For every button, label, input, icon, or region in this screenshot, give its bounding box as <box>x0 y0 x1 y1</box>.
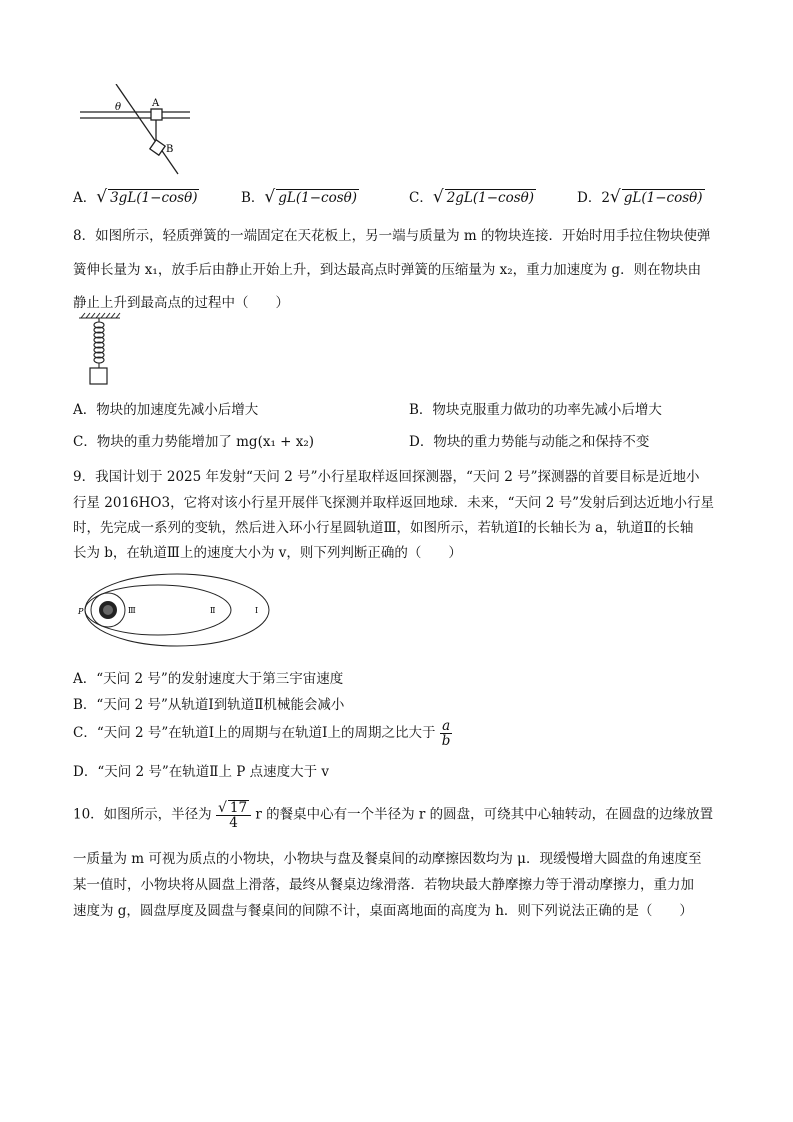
asteroid-highlight <box>103 605 113 615</box>
q7-option-a-expr: 3gL(1−cosθ) <box>110 190 198 206</box>
q8-option-d[interactable]: D．物块的重力势能与动能之和保持不变 <box>409 434 650 450</box>
q9-option-c[interactable] <box>73 719 452 748</box>
q7-option-c[interactable]: C．√ 2gL(1−cosθ) <box>409 187 535 207</box>
q8-option-c[interactable]: C．物块的重力势能增加了 mg(x₁ + x₂) <box>73 434 315 450</box>
q10-text-line-2: 一质量为 m 可视为质点的小物块，小物块与盘及餐桌间的动摩擦因数均为 μ．现缓慢增大圆盘的角速度至 <box>73 851 702 867</box>
q10-radius-fraction <box>216 800 251 830</box>
q10-text-line-3: 某一值时，小物块将从圆盘上滑落，最终从餐桌边缘滑落．若物块最大静摩擦力等于滑动摩擦力，重力加 <box>73 877 694 893</box>
q9-text-line-2: 行星 2016HO3，它将对该小行星开展伴飞探测并取样返回地球．未来，“天问 2 号”发射后到达近地小行星 <box>73 495 715 511</box>
q7-option-b[interactable]: B．√ gL(1−cosθ) <box>241 187 358 207</box>
q8-spring-figure <box>76 312 124 388</box>
q7-option-a[interactable]: A．√ 3gL(1−cosθ) <box>73 187 198 207</box>
q7-option-c-label: C． <box>409 190 433 206</box>
q10-text-line-1 <box>73 800 713 830</box>
q7-option-d[interactable]: D．2√ gL(1−cosθ) <box>577 187 703 207</box>
label-b: B <box>166 144 174 155</box>
block-a <box>151 109 162 120</box>
fraction-denominator: b <box>441 733 451 749</box>
q9-option-a[interactable]: A．“天问 2 号”的发射速度大于第三宇宙速度 <box>73 671 344 687</box>
q8-option-b[interactable]: B．物块克服重力做功的功率先减小后增大 <box>409 402 662 418</box>
orbit-i-label: Ⅰ <box>255 606 259 615</box>
q9-option-c-text: C．“天问 2 号”在轨道Ⅰ上的周期与在轨道Ⅰ上的周期之比大于 <box>73 725 436 741</box>
q9-option-d[interactable]: D．“天问 2 号”在轨道Ⅱ上 P 点速度大于 v <box>73 764 330 780</box>
q9-option-c-fraction <box>440 719 453 748</box>
q8-option-a[interactable]: A．物块的加速度先减小后增大 <box>73 402 259 418</box>
q9-orbit-figure <box>76 570 272 650</box>
incline-line <box>116 84 178 174</box>
q7-pendulum-figure <box>78 84 193 176</box>
q7-option-d-prefix: 2 <box>601 190 610 206</box>
q9-option-b[interactable]: B．“天问 2 号”从轨道Ⅰ到轨道Ⅱ机械能会减小 <box>73 697 345 713</box>
theta-label: θ <box>115 102 122 113</box>
q10-frac-numerator: √ 17 <box>216 800 251 816</box>
q10-line1-post: r 的餐桌中心有一个半径为 r 的圆盘，可绕其中心轴转动，在圆盘的边缘放置 <box>255 806 714 823</box>
q7-option-b-expr: gL(1−cosθ) <box>278 190 358 206</box>
fraction-numerator: a <box>440 719 453 734</box>
orbit-iii-label: Ⅲ <box>128 606 136 615</box>
q7-option-d-label: D． <box>577 190 602 206</box>
q7-option-a-label: A． <box>73 190 97 206</box>
q10-frac-denominator: 4 <box>229 815 238 831</box>
q8-text-line-1: 8．如图所示，轻质弹簧的一端固定在天花板上，另一端与质量为 m 的物块连接．开始时用手拉住物块使弹 <box>73 228 711 244</box>
q9-text-line-1: 9．我国计划于 2025 年发射“天问 2 号”小行星取样返回探测器，“天问 2 号”探测器的首要目标是近地小 <box>73 469 700 485</box>
ceiling-hatch <box>79 313 120 318</box>
spring-coil <box>94 318 104 368</box>
q9-text-line-4: 长为 b，在轨道Ⅲ上的速度大小为 v，则下列判断正确的（ ） <box>73 545 462 561</box>
q7-option-c-expr: 2gL(1−cosθ) <box>446 190 535 206</box>
point-p-label: P <box>78 607 84 616</box>
mass-block <box>90 368 107 384</box>
q7-option-d-expr: gL(1−cosθ) <box>623 190 703 206</box>
q10-line1-pre: 10．如图所示，半径为 <box>73 806 212 823</box>
q7-option-b-label: B． <box>241 190 265 206</box>
label-a: A <box>152 98 160 109</box>
q8-text-line-3: 静止上升到最高点的过程中（ ） <box>73 295 289 311</box>
q8-text-line-2: 簧伸长量为 x₁，放手后由静止开始上升，到达最高点时弹簧的压缩量为 x₂，重力加速度为 g．则在物块由 <box>73 262 702 278</box>
orbit-ii-label: Ⅱ <box>210 606 216 615</box>
q9-text-line-3: 时，先完成一系列的变轨，然后进入环小行星圆轨道Ⅲ，如图所示，若轨道Ⅰ的长轴长为 a，轨道Ⅱ的长轴 <box>73 520 694 536</box>
q10-text-line-4: 速度为 g，圆盘厚度及圆盘与餐桌间的间隙不计，桌面离地面的高度为 h．则下列说法正确的是（ ） <box>73 903 693 919</box>
